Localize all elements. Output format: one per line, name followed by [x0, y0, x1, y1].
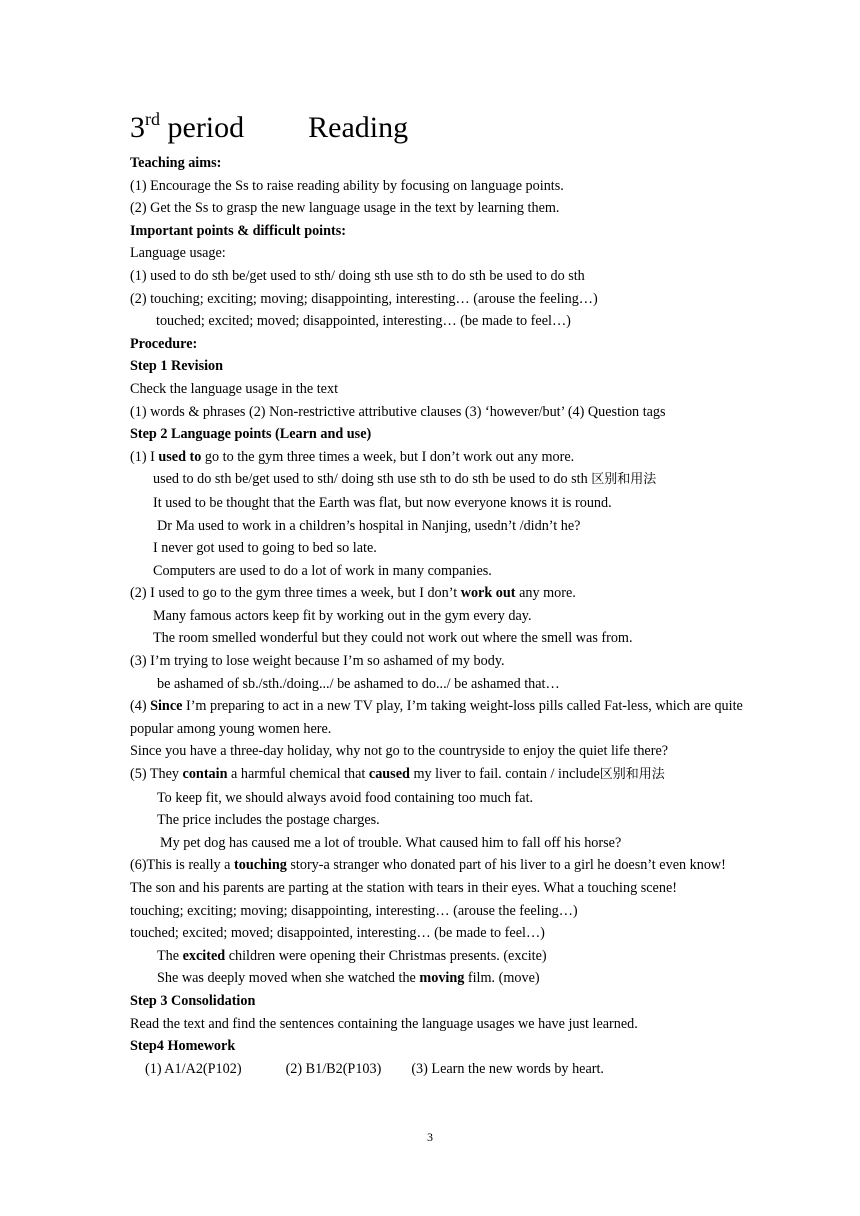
step1-heading: Step 1 Revision: [130, 358, 224, 375]
keyword-touching: touching: [234, 857, 287, 874]
homework-items: [130, 1058, 750, 1081]
example-sentence: The excited children were opening their Christmas presents. (excite): [157, 947, 547, 964]
homework-item: (1) A1/A2(P102): [145, 1060, 242, 1077]
keyword-contain: contain: [182, 766, 228, 783]
homework-item: (2) B1/B2(P103): [285, 1060, 382, 1077]
step3-line: Read the text and find the sentences containing the language usages we have just learned.: [130, 1015, 638, 1032]
point-5-sentence: (5) They contain a harmful chemical that caused my liver to fail. contain / include区别和用法: [130, 766, 665, 783]
title-ordinal-suffix: rd: [145, 109, 160, 129]
example-sentence: touching; exciting; moving; disappointing, interesting… (arouse the feeling…): [130, 902, 578, 919]
point-6-sentence: (6)This is really a touching story-a stranger who donated part of his liver to a girl he doesn’t even know!: [130, 857, 726, 874]
page-title: [130, 108, 750, 148]
point-3-sentence: (3) I’m trying to lose weight because I’m so ashamed of my body.: [130, 653, 505, 670]
example-sentence: Many famous actors keep fit by working out in the gym every day.: [153, 607, 532, 624]
procedure-heading: Procedure:: [130, 335, 198, 352]
page-number: 3: [427, 1130, 433, 1144]
step4-heading: Step4 Homework: [130, 1038, 236, 1055]
example-sentence: She was deeply moved when she watched the moving film. (move): [157, 970, 540, 987]
teaching-aim-item: (2) Get the Ss to grasp the new language usage in the text by learning them.: [130, 200, 560, 217]
title-period-word: period: [167, 111, 245, 144]
title-number: 3: [130, 111, 145, 144]
example-sentence: My pet dog has caused me a lot of trouble. What caused him to fall off his horse?: [160, 834, 622, 851]
homework-item: (3) Learn the new words by heart.: [411, 1060, 604, 1077]
language-usage-line: (2) touching; exciting; moving; disappointing, interesting… (arouse the feeling…): [130, 290, 598, 307]
keyword-work-out: work out: [460, 585, 516, 602]
teaching-aim-item: (1) Encourage the Ss to raise reading ability by focusing on language points.: [130, 177, 564, 194]
language-usage-label: Language usage:: [130, 245, 226, 262]
point-4-sentence: (4) Since I’m preparing to act in a new TV play, I’m taking weight-loss pills called Fat-less, which are quite popular among young women here.: [130, 698, 743, 737]
example-sentence: The price includes the postage charges.: [157, 812, 380, 829]
example-sentence: The room smelled wonderful but they could not work out where the smell was from.: [153, 630, 633, 647]
point-1-sentence: (1) I used to go to the gym three times a week, but I don’t work out any more.: [130, 448, 575, 465]
important-points-heading: Important points & difficult points:: [130, 222, 346, 239]
usage-note-cn: 区别和用法: [599, 767, 665, 783]
step3-heading: Step 3 Consolidation: [130, 992, 256, 1009]
language-usage-line: touched; excited; moved; disappointed, interesting… (be made to feel…): [156, 313, 571, 330]
keyword-used-to: used to: [158, 448, 202, 465]
step1-line: Check the language usage in the text: [130, 380, 339, 397]
example-sentence: touched; excited; moved; disappointed, interesting… (be made to feel…): [130, 925, 545, 942]
title-subject: Reading: [308, 111, 409, 144]
example-sentence: Dr Ma used to work in a children’s hospital in Nanjing, usedn’t /didn’t he?: [157, 517, 581, 534]
keyword-caused: caused: [368, 766, 410, 783]
document-page: [130, 108, 750, 1080]
keyword-moving: moving: [419, 970, 465, 987]
point-1-usage: used to do sth be/get used to sth/ doing sth use sth to do sth be used to do sth 区别和用法: [153, 471, 657, 488]
example-sentence: Computers are used to do a lot of work in many companies.: [153, 562, 492, 579]
example-sentence: The son and his parents are parting at the station with tears in their eyes. What a touching scene!: [130, 880, 677, 896]
keyword-since: Since: [150, 698, 183, 715]
usage-note-cn: 区别和用法: [591, 472, 657, 488]
keyword-excited: excited: [182, 947, 226, 964]
language-usage-line: (1) used to do sth be/get used to sth/ doing sth use sth to do sth be used to do sth: [130, 267, 585, 284]
example-sentence: be ashamed of sb./sth./doing.../ be ashamed to do.../ be ashamed that…: [157, 675, 560, 692]
teaching-aims-heading: Teaching aims:: [130, 155, 222, 171]
step1-line: (1) words & phrases (2) Non-restrictive attributive clauses (3) ‘however/but’ (4) Question tags: [130, 403, 666, 420]
point-2-sentence: (2) I used to go to the gym three times a week, but I don’t work out any more.: [130, 585, 576, 602]
example-sentence: Since you have a three-day holiday, why not go to the countryside to enjoy the quiet life there?: [130, 743, 669, 760]
step2-heading: Step 2 Language points (Learn and use): [130, 426, 372, 443]
example-sentence: To keep fit, we should always avoid food containing too much fat.: [157, 789, 534, 806]
example-sentence: I never got used to going to bed so late.: [153, 540, 377, 557]
example-sentence: It used to be thought that the Earth was flat, but now everyone knows it is round.: [153, 494, 612, 511]
